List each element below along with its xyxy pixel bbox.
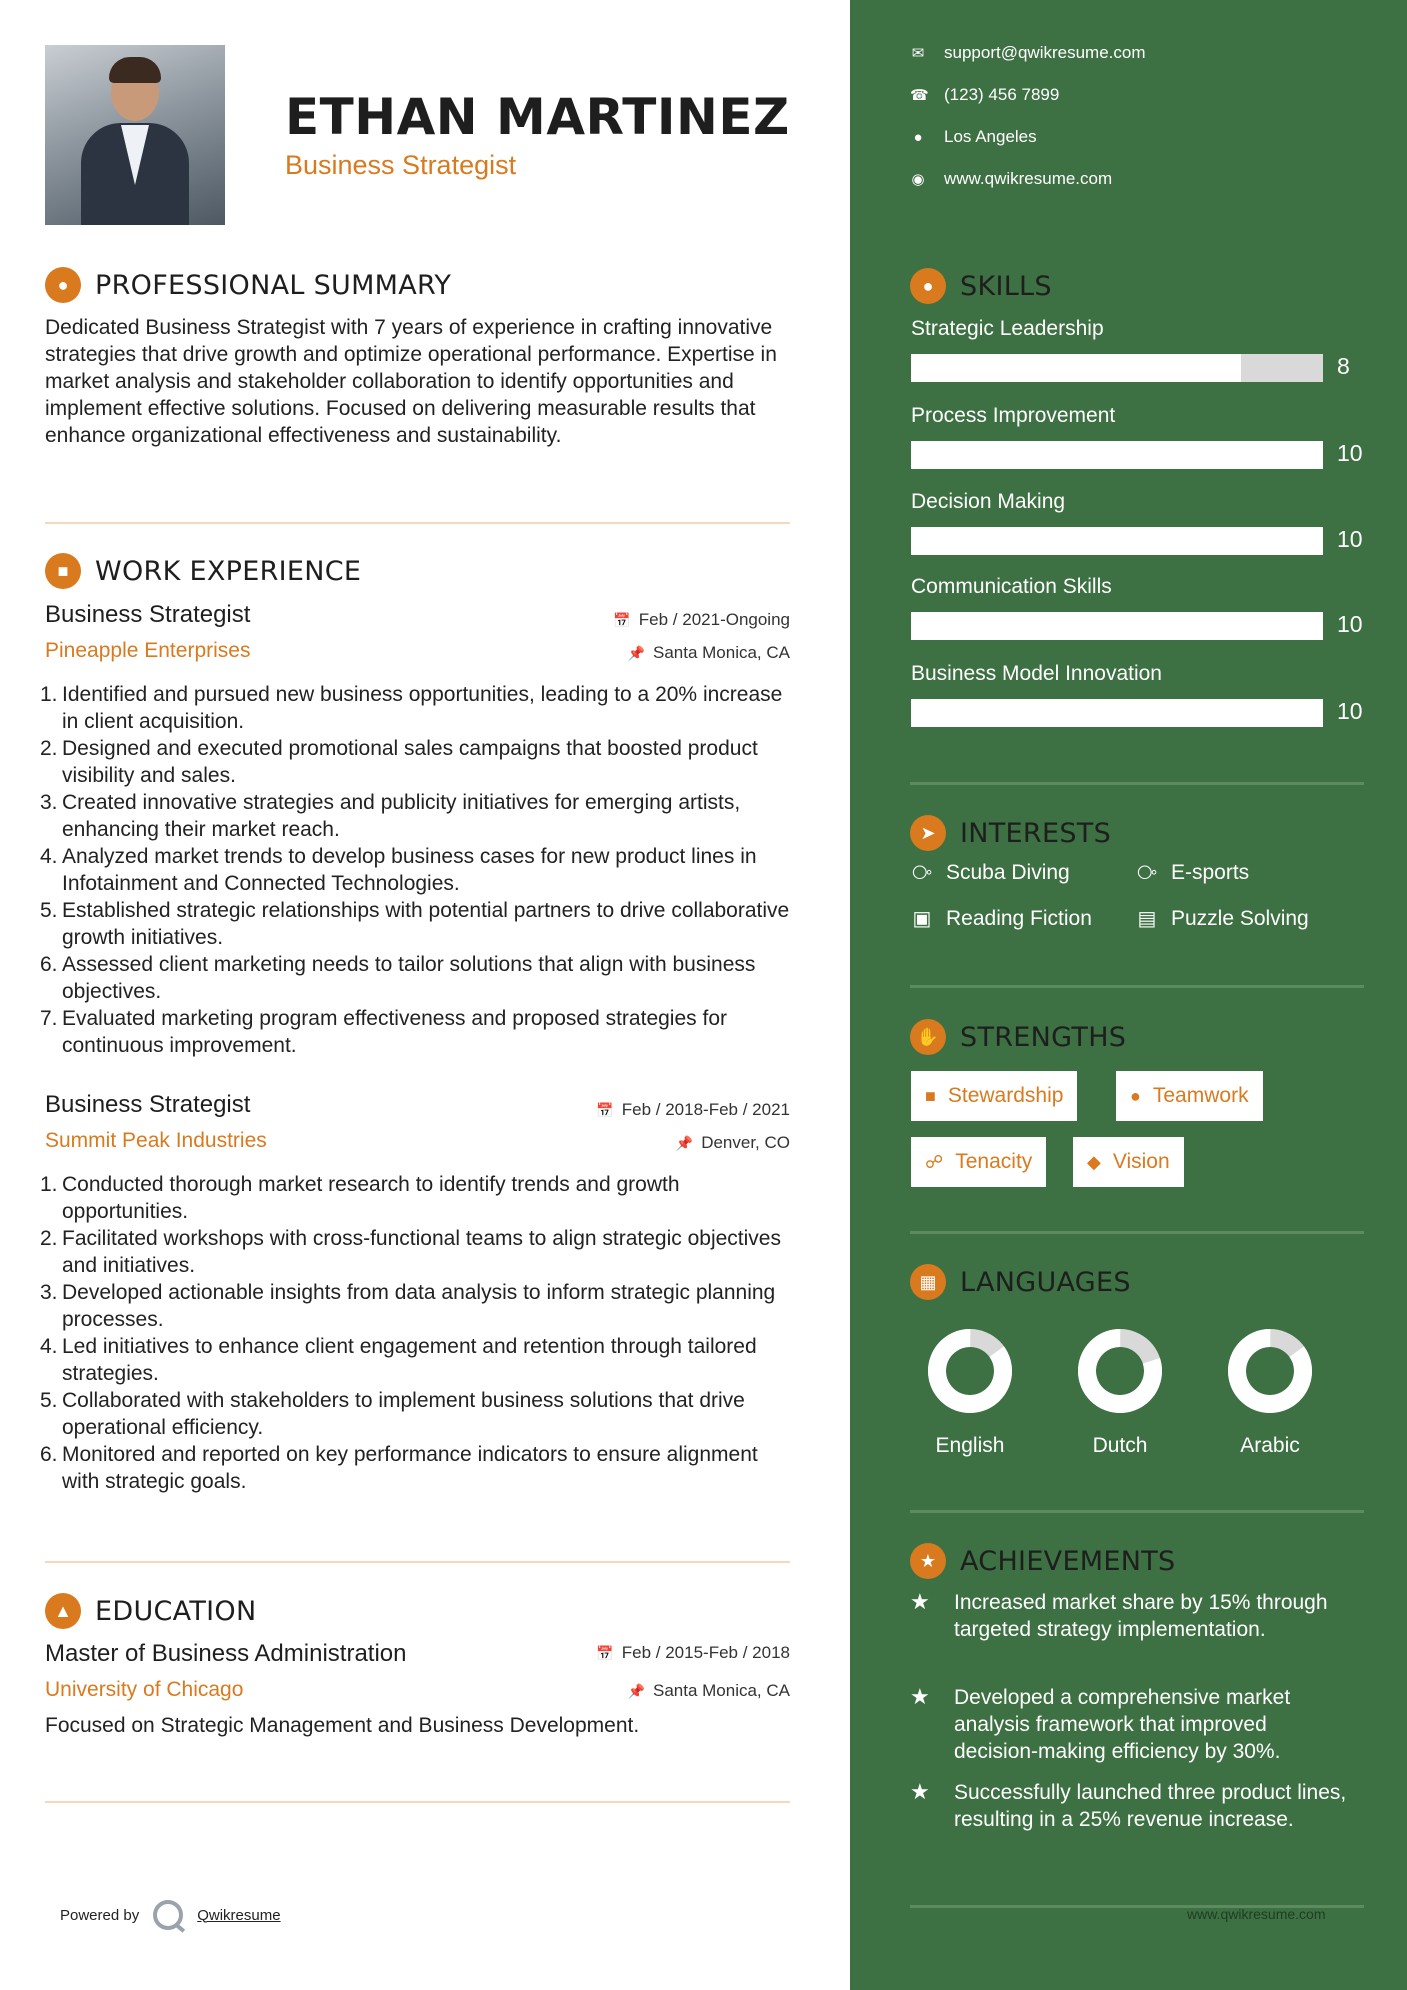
summary-title: PROFESSIONAL SUMMARY	[95, 269, 452, 301]
job-bullets	[40, 681, 795, 1059]
experience-title: WORK EXPERIENCE	[95, 555, 362, 587]
achievement-item	[910, 1684, 1350, 1765]
list-number: 4.	[40, 845, 58, 868]
education-dates	[596, 1643, 790, 1663]
user-icon: ●	[45, 267, 81, 303]
contact-location	[910, 127, 1037, 147]
skill-bar	[911, 612, 1323, 640]
achievements-heading	[910, 1543, 1176, 1579]
language-name: Dutch	[1092, 1434, 1148, 1457]
list-text: Evaluated marketing program effectiveness and proposed strategies for continuous improvement.	[62, 1007, 727, 1057]
job-dates	[613, 610, 790, 630]
list-number: 5.	[40, 1389, 58, 1412]
footer	[60, 1900, 281, 1930]
divider	[45, 1801, 790, 1803]
list-number: 3.	[40, 1281, 58, 1304]
job-company: Summit Peak Industries	[45, 1129, 267, 1152]
list-item	[40, 1441, 795, 1495]
pin-icon: 📌	[627, 1682, 645, 1699]
job-title: Business Strategist	[45, 601, 251, 628]
divider	[910, 1510, 1364, 1513]
achievements-title: ACHIEVEMENTS	[960, 1545, 1176, 1577]
calendar-icon: 📅	[613, 611, 631, 628]
star-icon: ★	[910, 1684, 930, 1709]
donut-fill	[1227, 1328, 1313, 1414]
list-number: 1.	[40, 683, 58, 706]
briefcase-icon: ■	[45, 553, 81, 589]
skill-bar	[911, 441, 1323, 469]
divider	[910, 985, 1364, 988]
list-number: 6.	[40, 1443, 58, 1466]
strength-label: Tenacity	[955, 1150, 1033, 1173]
degree-title: Master of Business Administration	[45, 1640, 407, 1667]
skill-bar-fill	[911, 612, 1323, 640]
qwikresume-logo-icon	[153, 1900, 183, 1930]
users-icon: ●	[1130, 1085, 1141, 1106]
divider	[45, 1561, 790, 1563]
interests-title: INTERESTS	[960, 817, 1112, 849]
strength-chip	[1116, 1071, 1263, 1121]
candidate-title: Business Strategist	[285, 150, 517, 180]
skill-name: Process Improvement	[911, 404, 1116, 427]
list-item	[40, 843, 795, 897]
contact-phone[interactable]	[910, 85, 1059, 105]
interest-item	[910, 906, 1092, 931]
list-number: 3.	[40, 791, 58, 814]
language-proficiency-donut	[1077, 1328, 1163, 1414]
interest-label: E-sports	[1171, 861, 1250, 884]
skill-bar	[911, 354, 1323, 382]
strength-label: Vision	[1112, 1150, 1170, 1173]
education-title: EDUCATION	[95, 1595, 257, 1627]
list-text: Led initiatives to enhance client engagement and retention through tailored strategies.	[62, 1335, 757, 1385]
list-item	[40, 1005, 795, 1059]
job-location-text: Denver, CO	[701, 1133, 790, 1152]
strengths-heading	[910, 1019, 1126, 1055]
skill-bar-fill	[911, 527, 1323, 555]
skill-name: Strategic Leadership	[911, 317, 1104, 340]
skills-title: SKILLS	[960, 270, 1052, 302]
list-text: Assessed client marketing needs to tailor solutions that align with business objectives.	[62, 953, 756, 1003]
skill-name: Communication Skills	[911, 575, 1112, 598]
list-text: Analyzed market trends to develop business cases for new product lines in Infotainment and Connected Technologies.	[62, 845, 757, 895]
lightbulb-icon: ●	[910, 268, 946, 304]
footer-site[interactable]: www.qwikresume.com	[1187, 1906, 1326, 1922]
globe-icon: ◉	[911, 171, 925, 188]
binoculars-icon: ◆	[1087, 1151, 1101, 1172]
star-icon: ★	[910, 1589, 930, 1614]
map-marker-icon: ●	[913, 128, 923, 146]
pin-icon: 📌	[675, 1134, 694, 1151]
strength-chip	[911, 1071, 1077, 1121]
achievement-item	[910, 1779, 1350, 1833]
interests-heading	[910, 815, 1111, 851]
list-number: 6.	[40, 953, 58, 976]
life-ring-icon: ⧂	[1137, 861, 1157, 884]
list-item	[40, 1225, 795, 1279]
list-item	[40, 789, 795, 843]
skill-name: Decision Making	[911, 490, 1066, 513]
language-proficiency-donut	[1227, 1328, 1313, 1414]
skill-value: 10	[1337, 440, 1363, 466]
divider	[910, 782, 1364, 785]
languages-heading	[910, 1264, 1131, 1300]
list-text: Conducted thorough market research to identify trends and growth opportunities.	[62, 1173, 680, 1223]
interest-item	[910, 861, 1070, 885]
donut-fill	[927, 1328, 1013, 1414]
candidate-name: ETHAN MARTINEZ	[285, 88, 790, 146]
strength-chip	[911, 1137, 1046, 1187]
skills-heading	[910, 268, 1052, 304]
interest-item	[1135, 861, 1249, 885]
list-text: Created innovative strategies and publicity initiatives for emerging artists, enhancing their market reach.	[62, 791, 741, 841]
divider	[910, 1231, 1364, 1234]
skill-bar	[911, 527, 1323, 555]
divider	[45, 522, 790, 524]
education-dates-text: Feb / 2015-Feb / 2018	[621, 1643, 790, 1662]
list-item	[40, 681, 795, 735]
envelope-icon: ✉	[911, 45, 925, 62]
job-company: Pineapple Enterprises	[45, 639, 251, 662]
job-dates	[596, 1100, 790, 1120]
languages-title: LANGUAGES	[960, 1266, 1131, 1298]
strength-chip	[1073, 1137, 1184, 1187]
list-number: 1.	[40, 1173, 58, 1196]
job-bullets	[40, 1171, 795, 1495]
achievement-text: Increased market share by 15% through targeted strategy implementation.	[954, 1591, 1328, 1641]
list-text: Designed and executed promotional sales campaigns that boosted product visibility and sales.	[62, 737, 758, 787]
contact-website[interactable]	[910, 169, 1112, 189]
skill-name: Business Model Innovation	[911, 662, 1162, 685]
list-number: 2.	[40, 1227, 58, 1250]
list-item	[40, 1171, 795, 1225]
star-icon: ★	[910, 1779, 930, 1804]
strength-label: Teamwork	[1152, 1084, 1249, 1107]
list-item	[40, 951, 795, 1005]
strength-label: Stewardship	[947, 1084, 1064, 1107]
job-location-text: Santa Monica, CA	[652, 643, 790, 662]
interest-item	[1135, 906, 1309, 931]
list-number: 7.	[40, 1007, 58, 1030]
list-text: Developed actionable insights from data analysis to inform strategic planning processes.	[62, 1281, 776, 1331]
language-item	[1070, 1328, 1170, 1458]
powered-by-label: Powered by	[60, 1906, 140, 1924]
skill-bar	[911, 699, 1323, 727]
qwikresume-link[interactable]: Qwikresume	[197, 1906, 281, 1924]
achievement-text: Developed a comprehensive market analysis framework that improved decision-making efficiency by 30%.	[954, 1686, 1291, 1763]
contact-email[interactable]	[910, 43, 1146, 63]
skill-value: 8	[1337, 353, 1350, 379]
briefcase-icon: ■	[925, 1085, 936, 1106]
list-item	[40, 897, 795, 951]
list-number: 4.	[40, 1335, 58, 1358]
contact-location-text: Los Angeles	[944, 127, 1037, 146]
language-name: English	[935, 1434, 1005, 1457]
language-icon: ▦	[910, 1264, 946, 1300]
paper-plane-icon: ➤	[910, 815, 946, 851]
graduation-icon: ▲	[45, 1593, 81, 1629]
achievement-text: Successfully launched three product lines, resulting in a 25% revenue increase.	[954, 1781, 1347, 1831]
job-location	[676, 1133, 790, 1153]
experience-heading	[45, 553, 361, 589]
skill-value: 10	[1337, 611, 1363, 637]
skill-bar-fill	[911, 699, 1323, 727]
list-text: Identified and pursued new business opportunities, leading to a 20% increase in client acquisition.	[62, 683, 783, 733]
life-ring-icon: ⧂	[912, 861, 932, 884]
job-dates-text: Feb / 2021-Ongoing	[638, 610, 790, 629]
education-description: Focused on Strategic Management and Business Development.	[45, 1714, 640, 1737]
gamepad-icon: ▣	[912, 908, 932, 930]
job-title: Business Strategist	[45, 1091, 251, 1118]
list-text: Monitored and reported on key performance indicators to ensure alignment with strategic goals.	[62, 1443, 758, 1493]
list-text: Established strategic relationships with potential partners to drive collaborative growth initiatives.	[62, 899, 790, 949]
list-item	[40, 735, 795, 789]
summary-heading	[45, 267, 451, 303]
education-location	[628, 1681, 790, 1701]
language-proficiency-donut	[927, 1328, 1013, 1414]
trophy-icon: ★	[910, 1543, 946, 1579]
phone-icon: ☎	[910, 87, 929, 104]
achievement-item	[910, 1589, 1350, 1643]
calendar-icon: 📅	[596, 1644, 614, 1661]
language-item	[1220, 1328, 1320, 1458]
summary-text: Dedicated Business Strategist with 7 years of experience in crafting innovative strategies that drive growth and optimize operational performance. Expertise in market analysis and stakeholder collaboration to identify opportunities and implement effective solutions. Focused on delivering measurable results that enhance organizational effectiveness and sustainability.	[45, 316, 777, 447]
job-location	[628, 643, 790, 663]
link-icon: ☍	[925, 1151, 944, 1172]
skill-bar-fill	[911, 441, 1323, 469]
list-number: 2.	[40, 737, 58, 760]
strengths-title: STRENGTHS	[960, 1021, 1127, 1053]
education-heading	[45, 1593, 256, 1629]
list-text: Facilitated workshops with cross-functional teams to align strategic objectives and initiatives.	[62, 1227, 781, 1277]
interest-label: Scuba Diving	[946, 861, 1070, 884]
interest-label: Puzzle Solving	[1171, 906, 1309, 930]
pin-icon: 📌	[627, 644, 645, 661]
contact-website-text: www.qwikresume.com	[944, 169, 1113, 188]
skill-value: 10	[1337, 526, 1363, 552]
school-name: University of Chicago	[45, 1678, 244, 1701]
calendar-icon: 📅	[596, 1101, 614, 1118]
list-item	[40, 1387, 795, 1441]
book-icon: ▤	[1137, 908, 1157, 930]
skill-bar-fill	[911, 354, 1241, 382]
contact-email-text: support@qwikresume.com	[944, 43, 1146, 62]
language-item	[920, 1328, 1020, 1458]
list-item	[40, 1333, 795, 1387]
profile-photo	[45, 45, 225, 225]
contact-phone-text: (123) 456 7899	[944, 85, 1060, 104]
language-name: Arabic	[1240, 1434, 1300, 1457]
education-location-text: Santa Monica, CA	[652, 1681, 790, 1700]
job-dates-text: Feb / 2018-Feb / 2021	[621, 1100, 790, 1119]
interest-label: Reading Fiction	[946, 906, 1092, 930]
list-item	[40, 1279, 795, 1333]
fist-icon: ✋	[910, 1019, 946, 1055]
list-text: Collaborated with stakeholders to implement business solutions that drive operational efficiency.	[62, 1389, 745, 1439]
list-number: 5.	[40, 899, 58, 922]
skill-value: 10	[1337, 698, 1363, 724]
